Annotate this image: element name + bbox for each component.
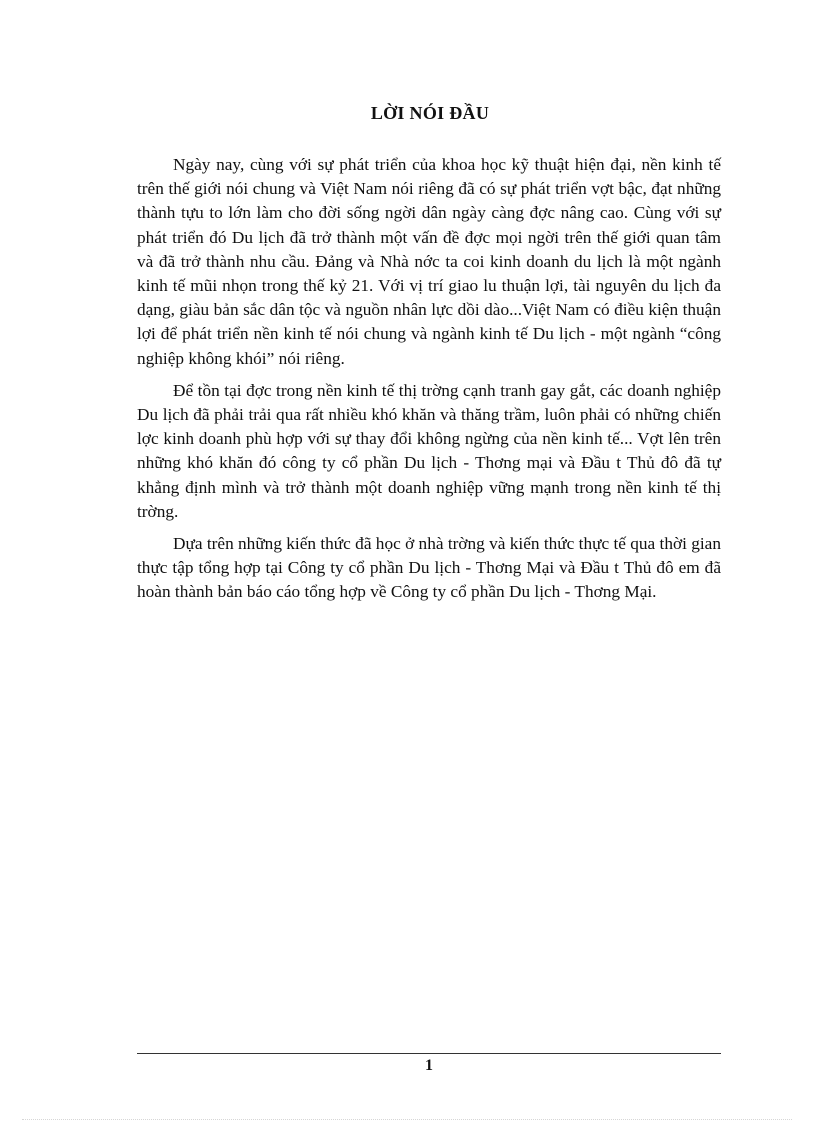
paragraph-3: Dựa trên những kiến thức đã học ở nhà trờng và kiến thức thực tế qua thời gian thực tập tổng hợp tại Công ty cổ phần Du lịch - Thơng Mại và Đầu t Thủ đô em đã hoàn thành bản báo cáo tổng hợp về Công ty cổ phần Du lịch - Thơng Mại. [137,534,721,602]
page-bottom-edge [22,1119,792,1120]
paragraph-2: Để tồn tại đợc trong nền kinh tế thị trờng cạnh tranh gay gắt, các doanh nghiệp Du lịch đã phải trải qua rất nhiều khó khăn và thăng trầm, luôn phải có những chiến lợc kinh doanh phù hợp với sự thay đổi không ngừng của nền kinh tế... Vợt lên trên những khó khăn đó công ty cổ phần Du lịch - Thơng mại và Đầu t Thủ đô đã tự khẳng định mình và trở thành một doanh nghiệp vững mạnh trong nền kinh tế thị trờng. [137,380,721,521]
page-title: LỜI NÓI ĐẦU [370,103,490,123]
footer-divider [137,1053,721,1054]
body-text [137,153,721,613]
page-number: 1 [425,1057,433,1074]
paragraph-1: Ngày nay, cùng với sự phát triển của khoa học kỹ thuật hiện đại, nền kinh tế trên thế giới nói chung và Việt Nam nói riêng đã có sự phát triển vợt bậc, đạt những thành tựu to lớn làm cho đời sống ngời dân ngày càng đợc nâng cao. Cùng với sự phát triển đó Du lịch đã trở thành một vấn đề đợc mọi ngời trên thế giới quan tâm và đã trở thành nhu cầu. Đảng và Nhà nớc ta coi kinh doanh du lịch là một ngành kinh tế mũi nhọn trong thế kỷ 21. Với vị trí giao lu thuận lợi, tài nguyên du lịch đa dạng, giàu bản sắc dân tộc và nguồn nhân lực dồi dào...Việt Nam có điều kiện thuận lợi để phát triển nền kinh tế nói chung và ngành kinh tế Du lịch - một ngành “công nghiệp không khói” nói riêng. [137,155,721,368]
